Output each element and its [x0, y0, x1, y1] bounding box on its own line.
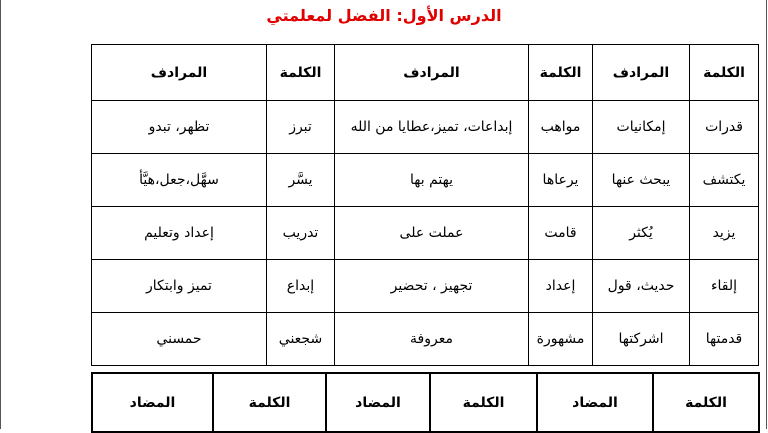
synonym-cell: تظهر، تبدو	[92, 101, 267, 154]
table-row	[92, 260, 759, 313]
header-word-3: الكلمة	[267, 45, 335, 101]
synonym-cell: حديث، قول	[593, 260, 690, 313]
header-antonym-2: المضاد	[326, 373, 430, 432]
word-cell: قامت	[529, 207, 593, 260]
synonym-cell: يهتم بها	[335, 154, 529, 207]
synonym-cell: معروفة	[335, 313, 529, 366]
vocabulary-header-row	[92, 45, 759, 101]
word-cell: تدريب	[267, 207, 335, 260]
antonyms-table	[91, 372, 760, 433]
header-word-2: الكلمة	[529, 45, 593, 101]
word-cell: إعداد	[529, 260, 593, 313]
synonym-cell: إبداعات، تميز،عطايا من الله	[335, 101, 529, 154]
synonym-cell: عملت على	[335, 207, 529, 260]
word-cell: شجعني	[267, 313, 335, 366]
header-word-1: الكلمة	[690, 45, 759, 101]
word-cell: إبداع	[267, 260, 335, 313]
synonym-cell: حمسني	[92, 313, 267, 366]
header-word-1: الكلمة	[653, 373, 759, 432]
synonym-cell: إعداد وتعليم	[92, 207, 267, 260]
word-cell: قدمتها	[690, 313, 759, 366]
word-cell: يرعاها	[529, 154, 593, 207]
antonyms-header-row	[92, 373, 759, 432]
page-left-border	[0, 0, 1, 429]
table-row	[92, 101, 759, 154]
header-word-3: الكلمة	[213, 373, 326, 432]
word-cell: تبرز	[267, 101, 335, 154]
word-cell: يكتشف	[690, 154, 759, 207]
lesson-title: الدرس الأول: الفضل لمعلمتي	[266, 6, 502, 25]
synonym-cell: إمكانيات	[593, 101, 690, 154]
page-right-border	[766, 0, 767, 429]
header-antonym-1: المضاد	[537, 373, 653, 432]
word-cell: إلقاء	[690, 260, 759, 313]
header-synonym-2: المرادف	[335, 45, 529, 101]
synonym-cell: سهَّل،جعل،هيَّأ	[92, 154, 267, 207]
word-cell: يسَّر	[267, 154, 335, 207]
header-antonym-3: المضاد	[92, 373, 213, 432]
synonym-cell: يُكثر	[593, 207, 690, 260]
vocabulary-table	[91, 44, 759, 366]
header-word-2: الكلمة	[430, 373, 537, 432]
table-row	[92, 154, 759, 207]
synonym-cell: يبحث عنها	[593, 154, 690, 207]
header-synonym-3: المرادف	[92, 45, 267, 101]
word-cell: مواهب	[529, 101, 593, 154]
synonym-cell: تجهيز ، تحضير	[335, 260, 529, 313]
word-cell: قدرات	[690, 101, 759, 154]
word-cell: يزيد	[690, 207, 759, 260]
synonym-cell: اشركتها	[593, 313, 690, 366]
table-row	[92, 313, 759, 366]
table-row	[92, 207, 759, 260]
synonym-cell: تميز وابتكار	[92, 260, 267, 313]
header-synonym-1: المرادف	[593, 45, 690, 101]
word-cell: مشهورة	[529, 313, 593, 366]
